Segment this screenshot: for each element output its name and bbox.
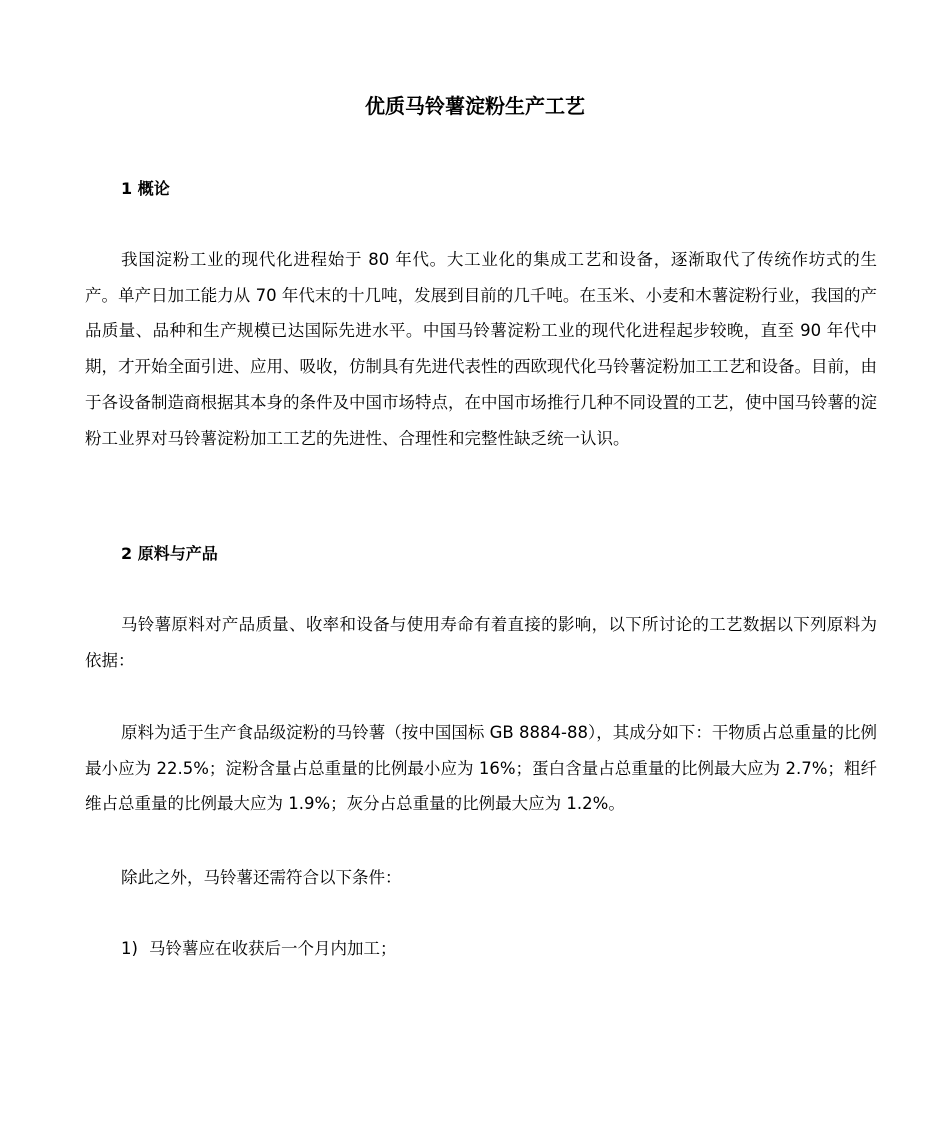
- materials-conditions-paragraph: 除此之外，马铃薯还需符合以下条件：: [121, 868, 402, 887]
- overview-paragraph: 我国淀粉工业的现代化进程始于 80 年代。大工业化的集成工艺和设备，逐渐取代了传统作坊式的生产。单产日加工能力从 70 年代末的十几吨，发展到目前的几千吨。在玉米、小麦和木薯淀粉行业，我国的产品质量、品种和生产规模已达国际先进水平。中国马铃薯淀粉工业的现代化进程起步较晚，直至 90 年代中期，才开始全面引进、应用、吸收，仿制具有先进代表性的西欧现代化马铃薯淀粉加工工艺和设备。目前，由于各设备制造商根据其本身的条件及中国市场特点，在中国市场推行几种不同设置的工艺，使中国马铃薯的淀粉工业界对马铃薯淀粉加工工艺的先进性、合理性和完整性缺乏统一认识。: [85, 250, 877, 448]
- list-item-number: 1): [121, 939, 138, 958]
- section-heading-materials: 2 原料与产品: [121, 544, 218, 563]
- section-heading-overview: 1 概论: [121, 179, 170, 198]
- materials-composition-paragraph: 原料为适于生产食品级淀粉的马铃薯（按中国国标 GB 8884-88），其成分如下：干物质占总重量的比例最小应为 22.5%；淀粉含量占总重量的比例最小应为 16%；蛋白含量占总重量的比例最大应为 2.7%；粗纤维占总重量的比例最大应为 1.9%；灰分占总重量的比例最大应为 1.2%。: [85, 723, 877, 814]
- page-title: 优质马铃薯淀粉生产工艺: [365, 94, 585, 118]
- materials-intro-paragraph: 马铃薯原料对产品质量、收率和设备与使用寿命有着直接的影响，以下所讨论的工艺数据以下列原料为依据：: [85, 615, 877, 670]
- list-item: [121, 931, 877, 967]
- list-item-text: 马铃薯应在收获后一个月内加工；: [149, 939, 397, 958]
